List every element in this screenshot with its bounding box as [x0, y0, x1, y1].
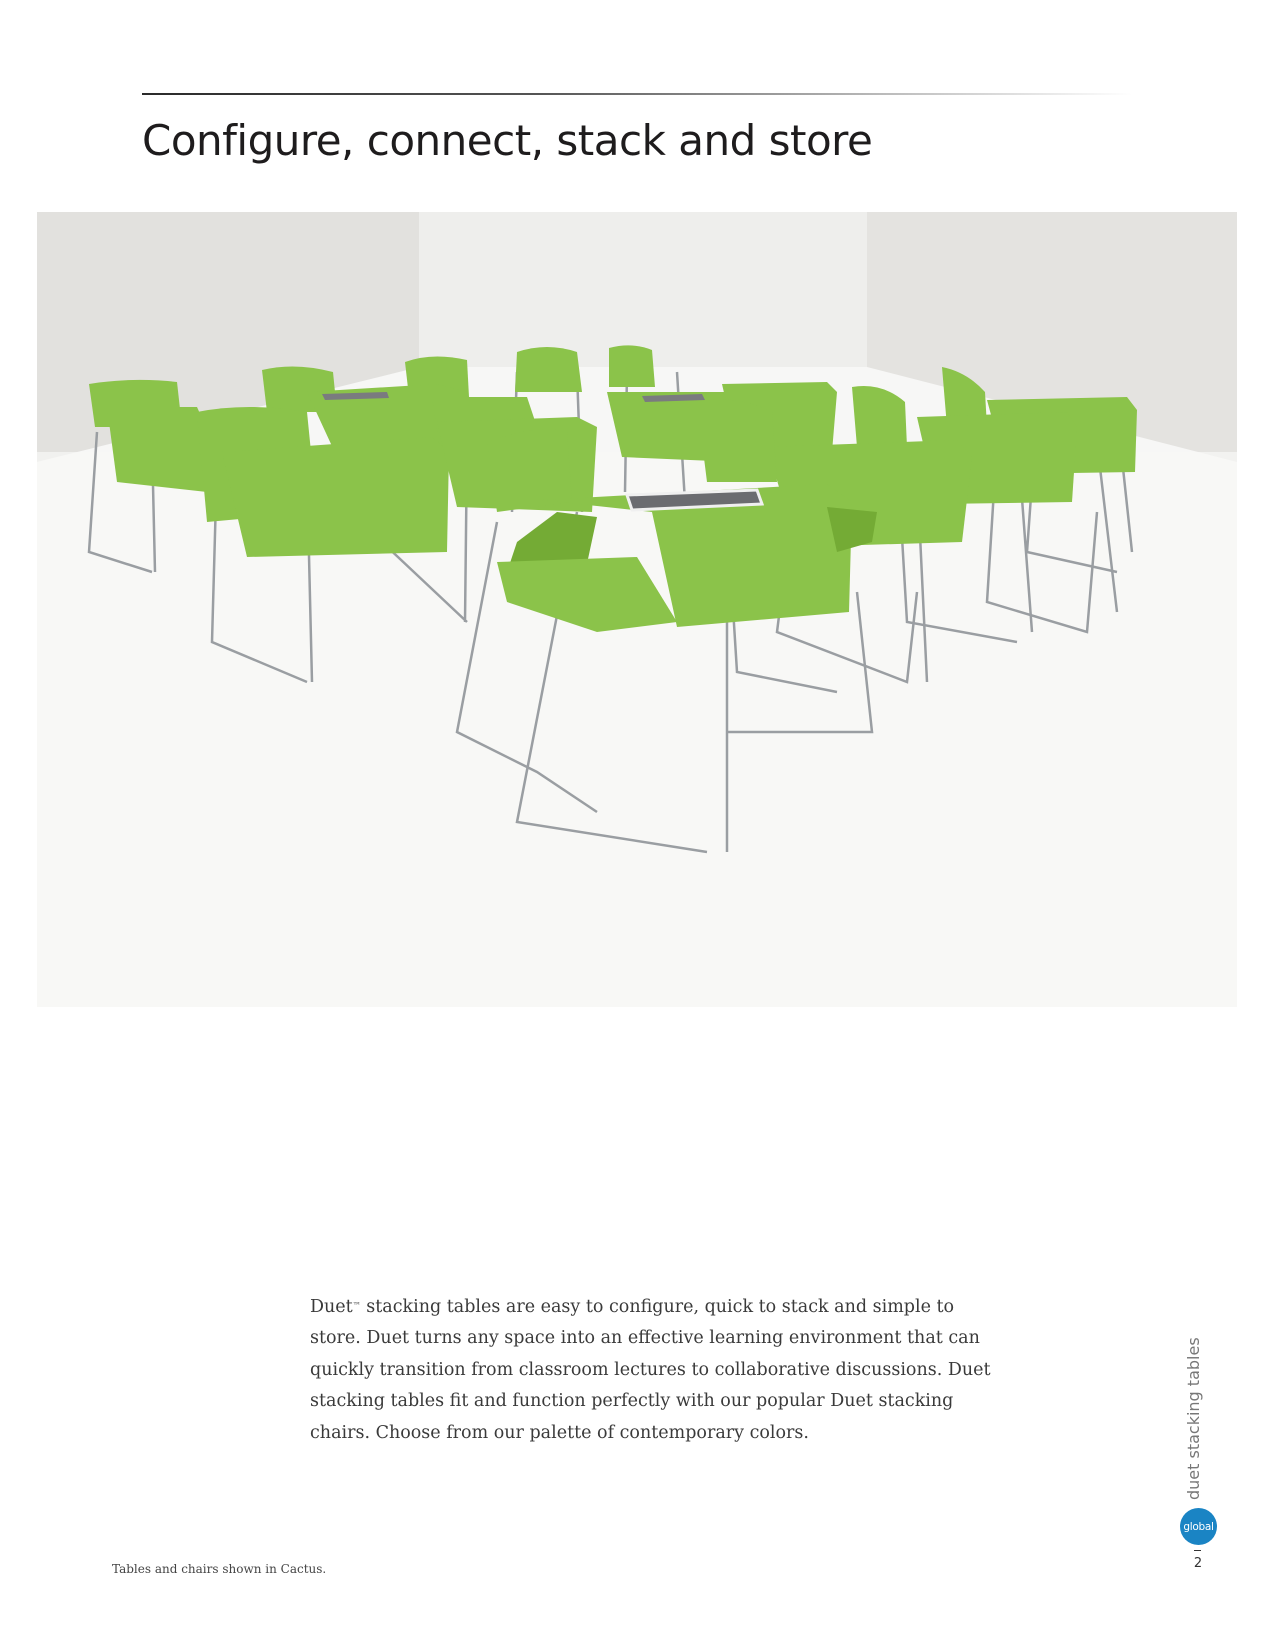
global-logo: [1180, 1508, 1217, 1545]
section-side-label: duet stacking tables: [1184, 1337, 1203, 1500]
page-number: 2: [1193, 1556, 1203, 1571]
product-photo: [37, 212, 1237, 1007]
photo-caption: Tables and chairs shown in Cactus.: [112, 1562, 327, 1576]
header-rule: [142, 93, 1132, 95]
logo-text: global: [1183, 1520, 1214, 1533]
brand-name: Duet: [310, 1296, 353, 1317]
body-paragraph: [310, 1292, 1010, 1450]
trademark-symbol: ™: [352, 1300, 361, 1310]
body-text: stacking tables are easy to configure, quick to stack and simple to store. Duet turns any space into an effective learning environment that can quickly transition from classroom lectures to collaborative discussions. Duet stacking tables fit and function perfectly with our popular Duet stacking chairs. Choose from our palette of contemporary colors.: [310, 1296, 991, 1443]
page-title: Configure, connect, stack and store: [142, 116, 873, 165]
